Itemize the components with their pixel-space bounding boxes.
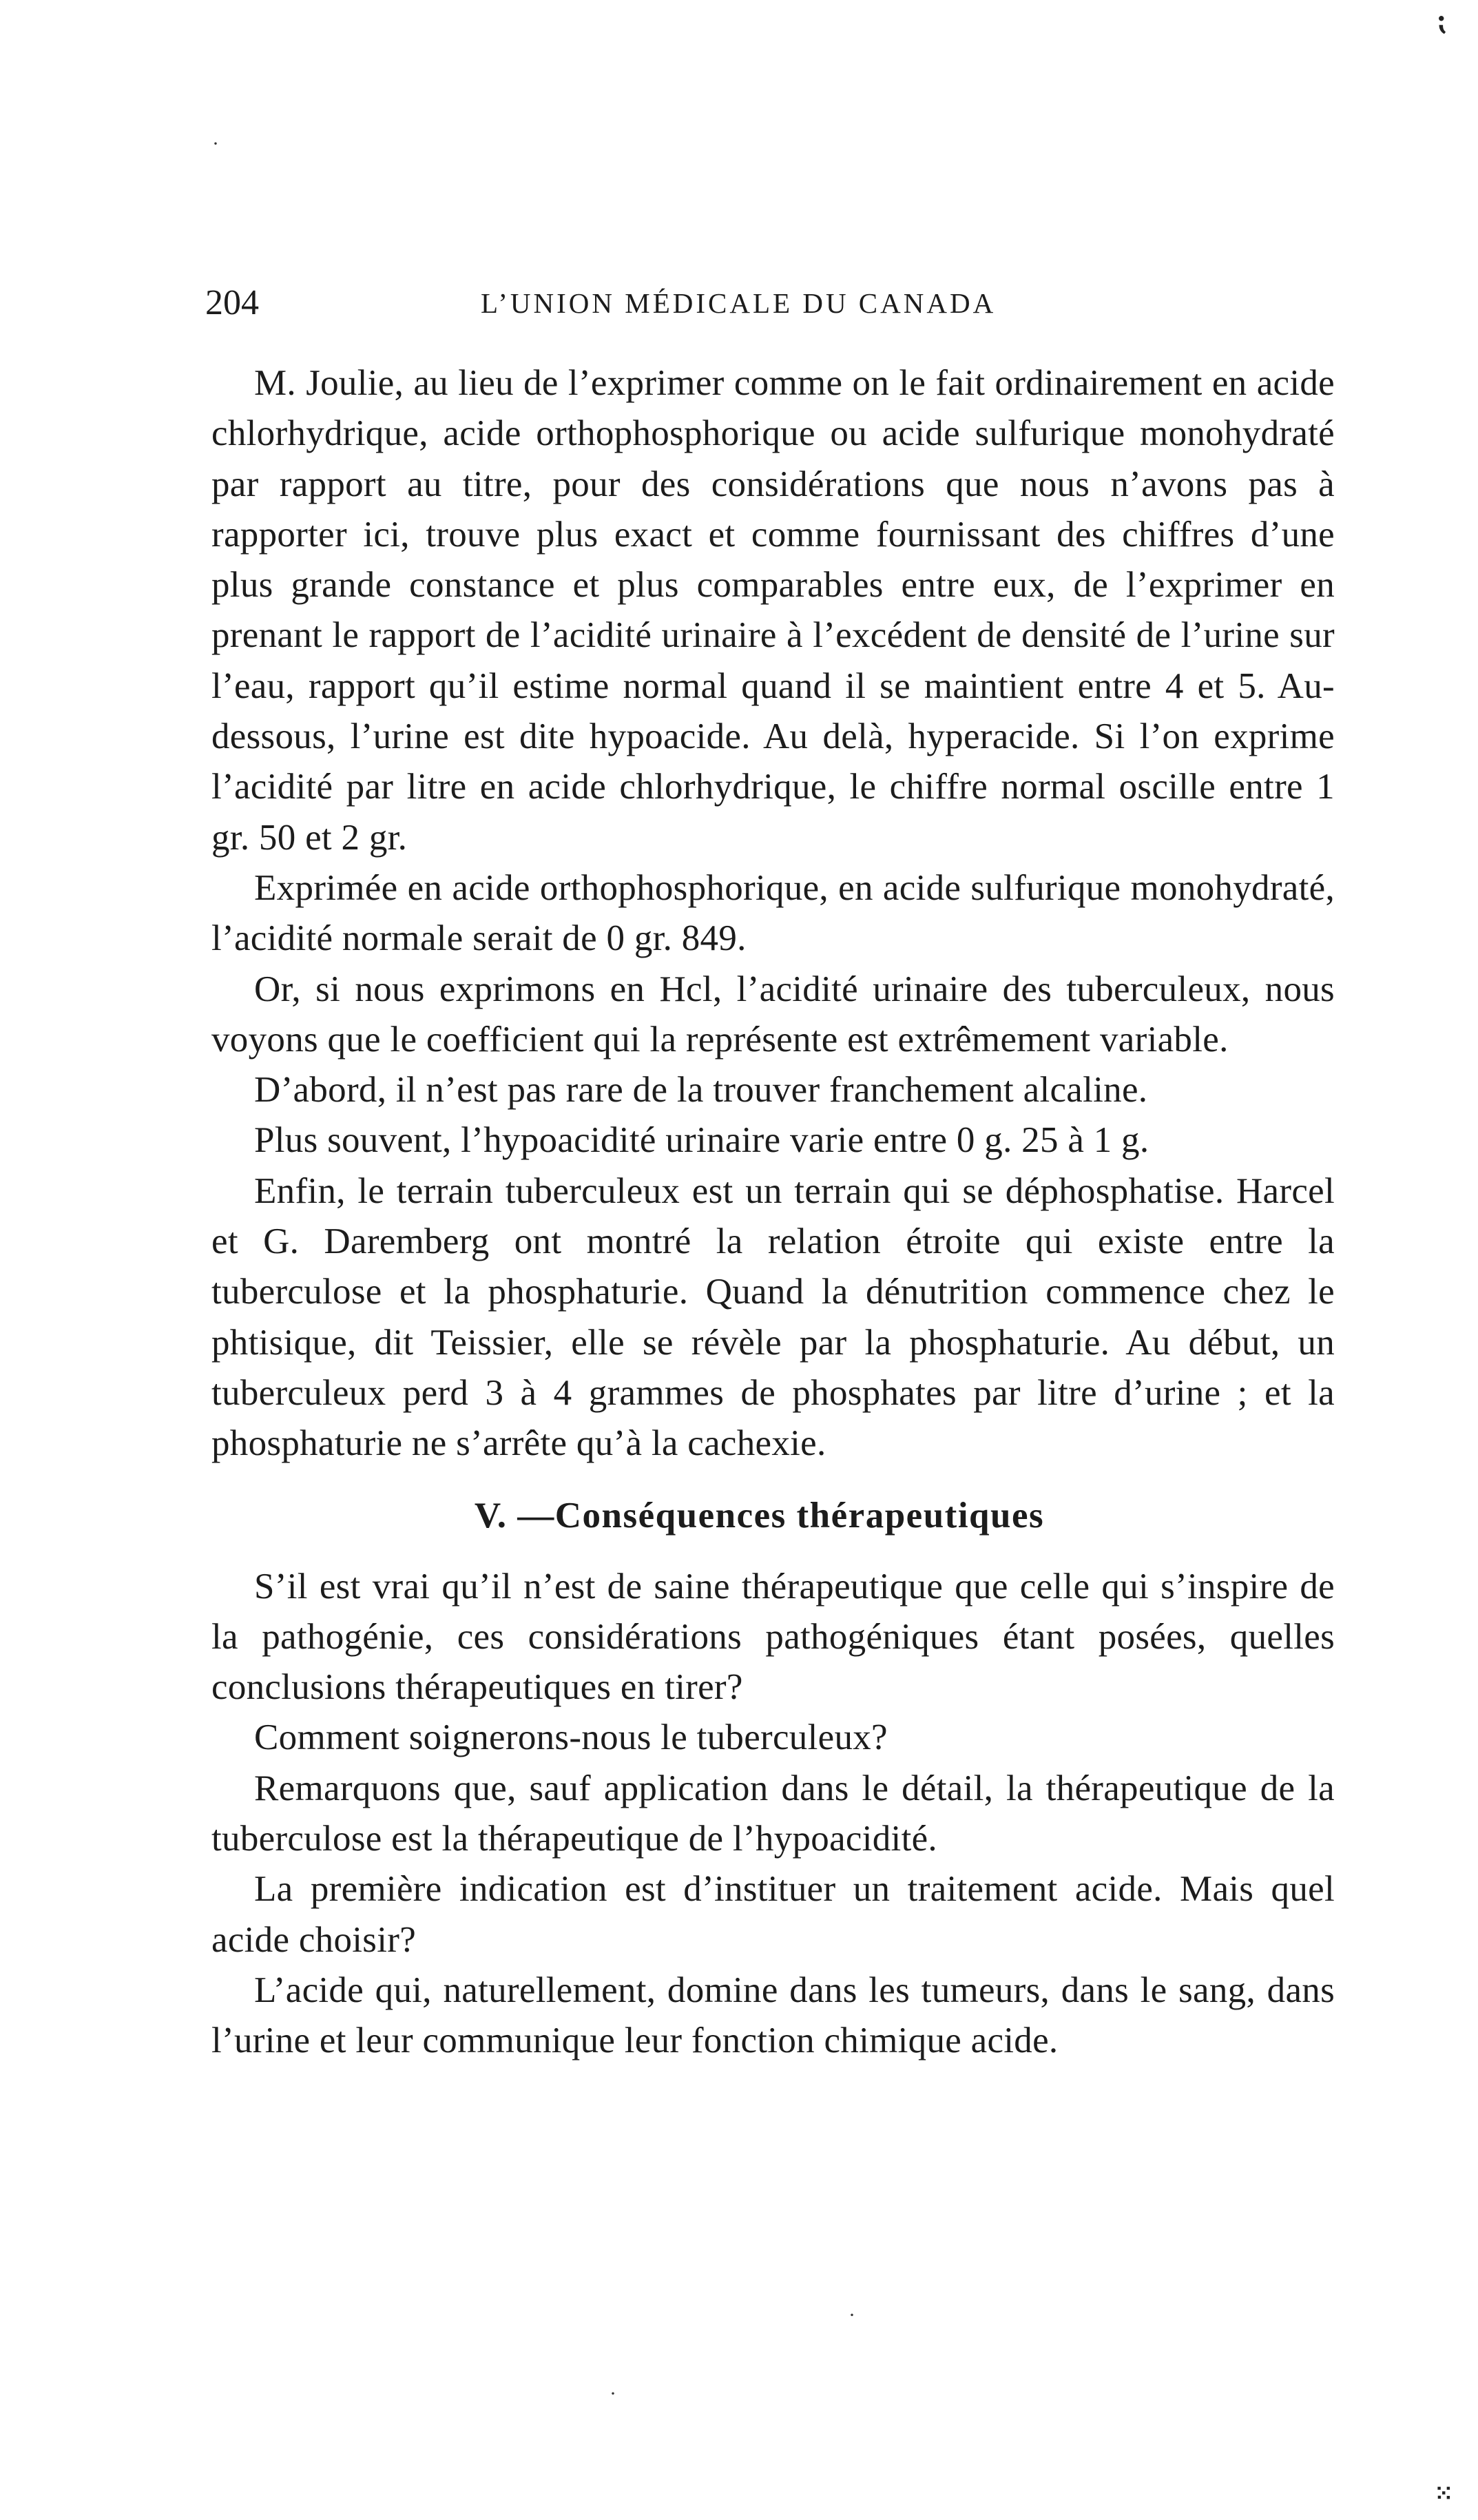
paragraph-8: Comment soignerons-nous le tuberculeux? [254,1717,888,1758]
paragraph-10: La première indication est d’instituer un traitement acide. Mais quel acide choisir? [211,1869,1335,1960]
paragraph-2: Exprimée en acide orthophosphorique, en acide sulfurique monohydraté, l’acidité normale serait de 0 gr. 849. [211,867,1335,959]
page-number: 204 [205,283,259,322]
paragraph-11: L’acide qui, naturellement, domine dans les tumeurs, dans le sang, dans l’urine et leur communique leur fonction chimique acide. [211,1970,1335,2061]
paragraph-5: Plus souvent, l’hypoacidité urinaire varie entre 0 g. 25 à 1 g. [254,1120,1149,1161]
body-text [211,358,1335,2067]
paragraph-1: M. Joulie, au lieu de l’exprimer comme on le fait ordinairement en acide chlorhydrique, acide orthophosphorique ou acide sulfurique monohydraté par rapport au titre, pour des considérations que nous n’avons pas à rapporter ici, trouve plus exact et comme fournissant des chiffres d’une plus grande constance et plus comparables entre eux, de l’exprimer en prenant le rapport de l’acidité urinaire à l’excédent de densité de l’urine sur l’eau, rapport qu’il estime normal quand il se maintient entre 4 et 5. Au-dessous, l’urine est dite hypoacide. Au delà, hyperacide. Si l’on exprime l’acidité par litre en acide chlorhydrique, le chiffre normal oscille entre 1 gr. 50 et 2 gr. [211,363,1335,858]
speck-bottom: · [610,2382,616,2405]
page-header [205,279,1335,327]
speck-middle: · [849,2304,855,2326]
speck-top: · [212,132,219,155]
paragraph-4: D’abord, il n’est pas rare de la trouver franchement alcaline. [254,1070,1148,1111]
scan-mark-bottom: ⁙ [1434,2481,1454,2507]
paragraph-7: S’il est vrai qu’il n’est de saine thérapeutique que celle qui s’inspire de la pathogénie, ces considérations pathogéniques étant posées, quelles conclusions thérapeutiques en tirer? [211,1566,1335,1708]
section-heading: V. —Conséquences thérapeutiques [474,1495,1045,1536]
scan-mark-top: ⁏ [1438,5,1448,36]
paragraph-9: Remarquons que, sauf application dans le détail, la thérapeutique de la tuberculose est la thérapeutique de l’hypoacidité. [211,1768,1335,1859]
paragraph-6: Enfin, le terrain tuberculeux est un terrain qui se déphosphatise. Harcel et G. Daremberg ont montré la relation étroite qui existe entre la tuberculose et la phosphaturie. Quand la dénutrition commence chez le phtisique, dit Teissier, elle se révèle par la phosphaturie. Au début, un tuberculeux perd 3 à 4 grammes de phosphates par litre d’urine ; et la phosphaturie ne s’arrête qu’à la cachexie. [211,1170,1335,1464]
paragraph-3: Or, si nous exprimons en Hcl, l’acidité urinaire des tuberculeux, nous voyons que le coefficient qui la représente est extrêmement variable. [211,969,1335,1060]
running-title: L’UNION MÉDICALE DU CANADA [481,287,997,319]
